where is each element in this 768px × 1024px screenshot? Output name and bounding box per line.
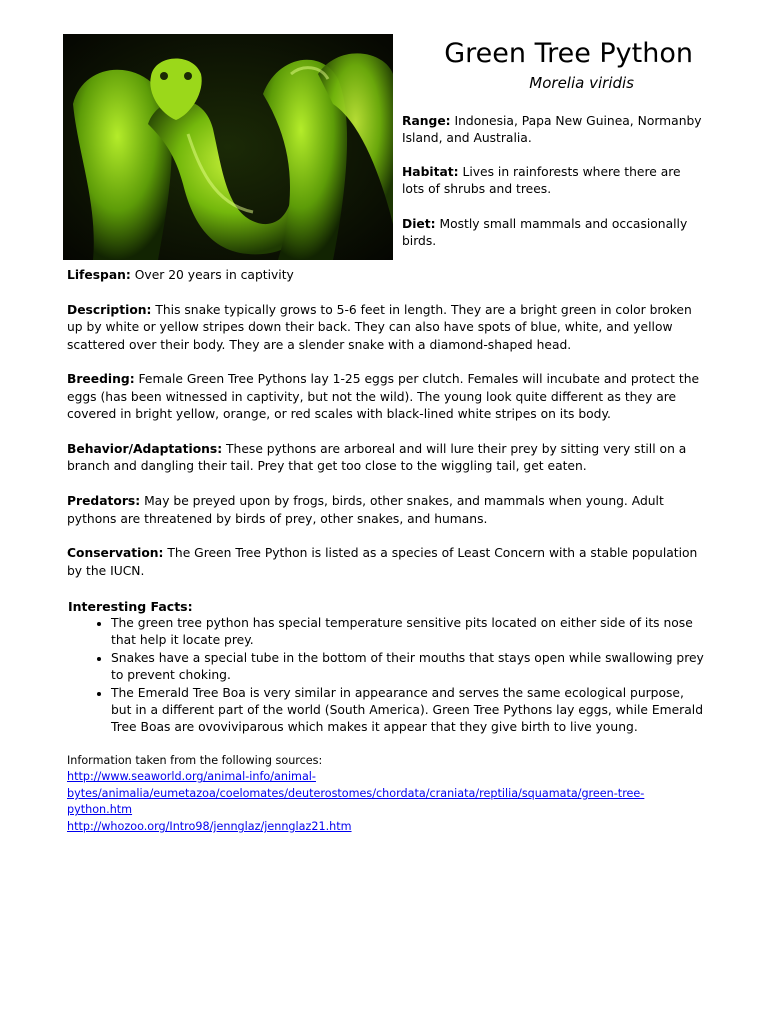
conservation-section [67, 545, 707, 580]
diet-section [402, 216, 702, 251]
breeding-section [67, 371, 707, 423]
main-content [67, 267, 707, 835]
breeding-label: Breeding: [67, 372, 135, 387]
facts-heading: Interesting Facts: [68, 598, 193, 614]
sources-intro: Information taken from the following sources: [67, 753, 323, 767]
source-link-seaworld[interactable]: http://www.seaworld.org/animal-info/animal-bytes/animalia/eumetazoa/coelomates/deuterostomes/chordata/craniata/reptilia/squamata/green-tree-python.htm [67, 770, 645, 817]
range-label: Range: [402, 114, 451, 128]
scientific-name: Morelia viridis [529, 74, 634, 92]
fact-item: • The green tree python has special temperature sensitive pits located on either side of its nose that help it locate prey. [111, 615, 707, 650]
habitat-text: Lives in rainforests where there are lots of shrubs and trees. [402, 165, 681, 197]
behavior-label: Behavior/Adaptations: [67, 442, 223, 457]
lifespan-label: Lifespan: [67, 268, 131, 282]
sources-section [67, 753, 707, 836]
description-label: Description: [67, 302, 152, 317]
fact-item: • The Emerald Tree Boa is very similar in appearance and serves the same ecological purpose, but in a different part of the world (South America). Green Tree Pythons lay eggs, while Emerald Tree Boas are ovoviviparous which makes it appear that they give birth to live young. [111, 685, 707, 737]
diet-text: Mostly small mammals and occasionally birds. [402, 217, 688, 249]
facts-list [67, 615, 707, 737]
habitat-section [402, 164, 702, 199]
breeding-text: Female Green Tree Pythons lay 1-25 eggs per clutch. Females will incubate and protect the eggs (has been witnessed in captivity, but not the wild). The young look quite different as they are covered in bright yellow, orange, or red scales with black-lined white stripes on its body. [67, 372, 700, 422]
source-link-whozoo[interactable]: http://whozoo.org/Intro98/jennglaz/jennglaz21.htm [67, 819, 352, 833]
range-section [402, 113, 702, 148]
description-text: This snake typically grows to 5-6 feet in length. They are a bright green in color broken up by white or yellow stripes down their back. They can also have spots of blue, white, and yellow scattered over their body. They are a slender snake with a diamond-shaped head. [67, 302, 692, 352]
behavior-section [67, 441, 707, 476]
behavior-text: These pythons are arboreal and will lure their prey by sitting very still on a branch and dangling their tail. Prey that get too close to the wiggling tail, get eaten. [67, 442, 687, 474]
predators-section [67, 493, 707, 528]
predators-label: Predators: [67, 494, 141, 509]
diet-label: Diet: [402, 217, 436, 231]
lifespan-section [67, 267, 707, 284]
lifespan-text: Over 20 years in captivity [130, 268, 294, 282]
green-tree-python-photo [63, 34, 393, 260]
conservation-label: Conservation: [67, 546, 164, 561]
conservation-text: The Green Tree Python is listed as a species of Least Concern with a stable population by the IUCN. [67, 546, 698, 578]
page-title: Green Tree Python [444, 38, 693, 69]
habitat-label: Habitat: [402, 165, 459, 179]
description-section [67, 302, 707, 354]
predators-text: May be preyed upon by frogs, birds, other snakes, and mammals when young. Adult pythons are threatened by birds of prey, other snakes, and humans. [67, 494, 664, 526]
fact-item: • Snakes have a special tube in the bottom of their mouths that stays open while swallowing prey to prevent choking. [111, 650, 707, 685]
range-text: Indonesia, Papa New Guinea, Normanby Island, and Australia. [402, 114, 702, 146]
